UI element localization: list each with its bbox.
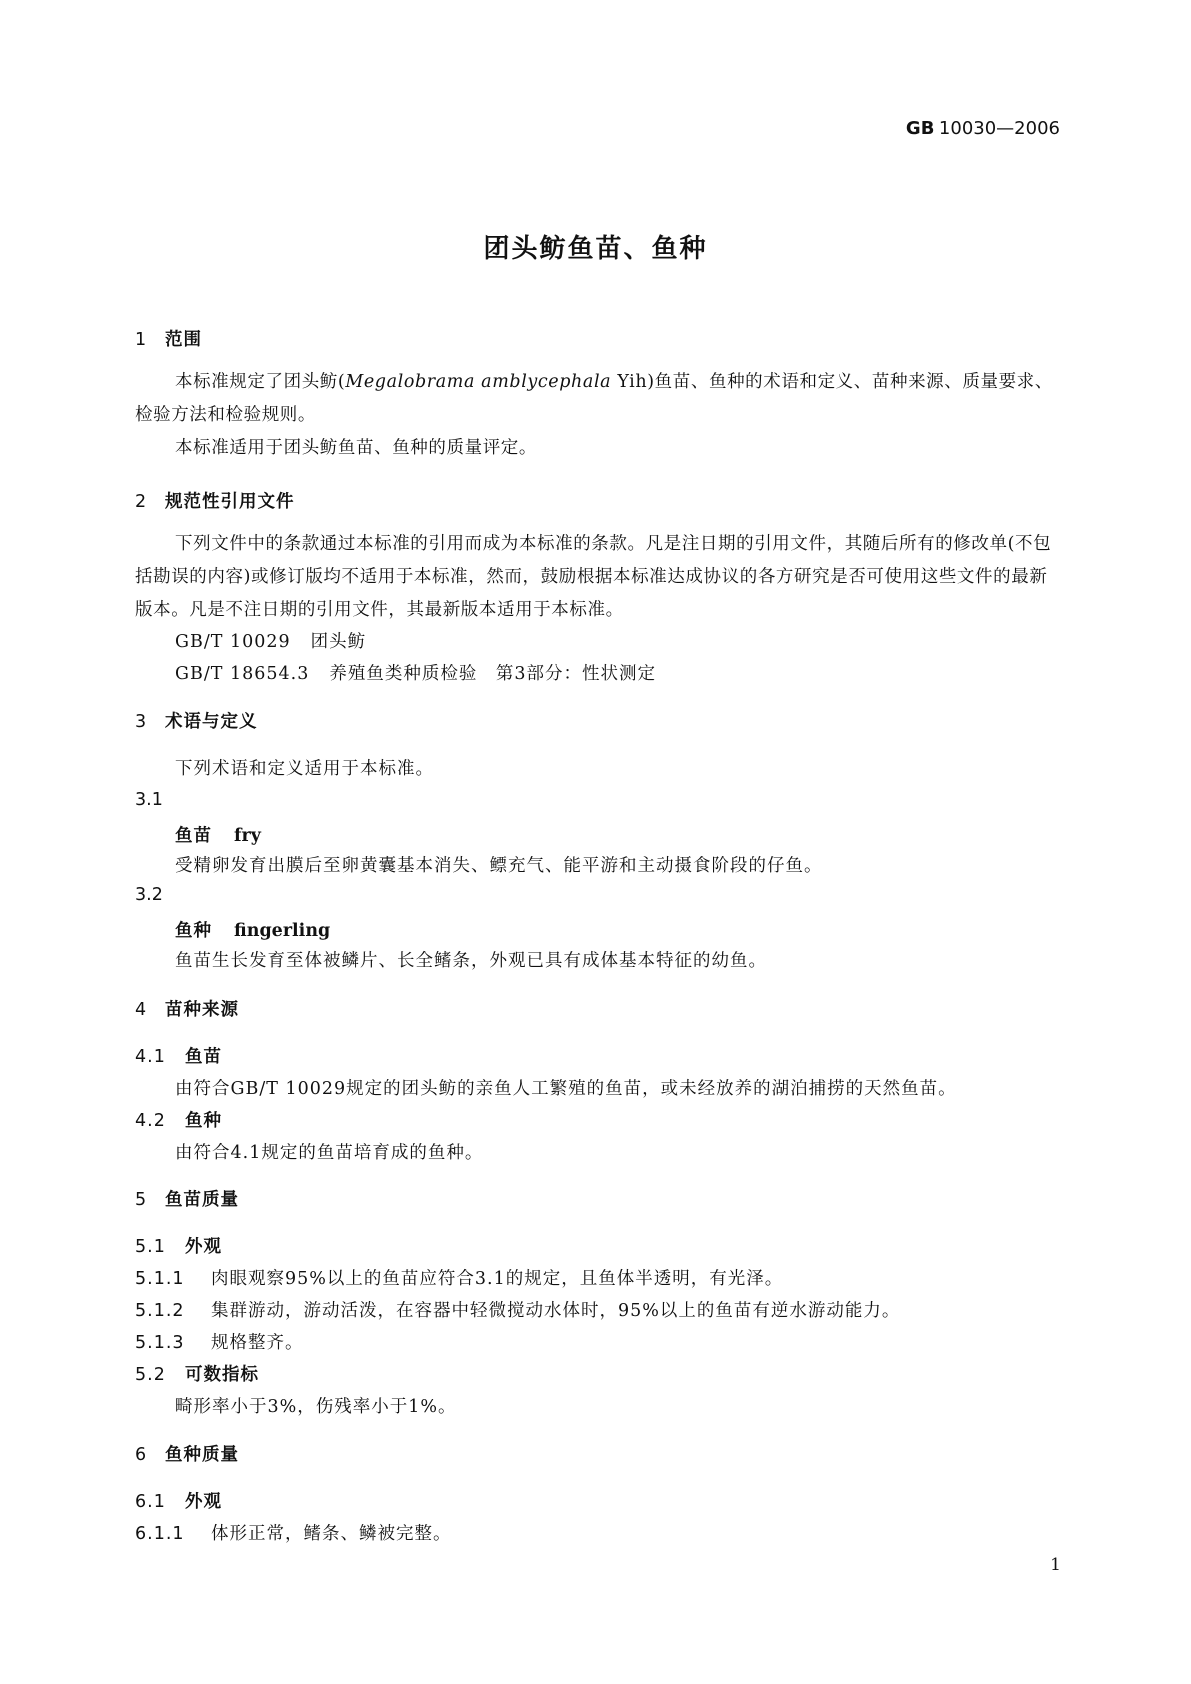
standard-code-number: 10030—2006 (938, 118, 1060, 139)
section-4-1-number: 4.1 (135, 1047, 166, 1067)
term-3-2-zh: 鱼种 (175, 921, 212, 941)
section-3-number: 3 (135, 712, 148, 732)
section-5-2-text: 畸形率小于3%，伤残率小于1%。 (175, 1397, 457, 1417)
clause-6-1-1 (135, 1520, 452, 1545)
normative-reference-1 (175, 628, 366, 653)
section-5-number: 5 (135, 1190, 148, 1210)
section-5-2-title: 可数指标 (185, 1365, 259, 1385)
section-4-2-title: 鱼种 (185, 1111, 222, 1131)
section-3-paragraph-1: 下列术语和定义适用于本标准。 (175, 759, 434, 779)
section-4-number: 4 (135, 1000, 148, 1020)
section-4-heading (135, 996, 239, 1021)
section-3-title: 术语与定义 (165, 712, 258, 732)
section-5-heading (135, 1186, 239, 1211)
clause-number: 5.1.2 (135, 1301, 185, 1321)
reference-code: GB/T 10029 (175, 632, 291, 652)
section-2-heading (135, 488, 295, 513)
section-6-1-heading (135, 1488, 222, 1513)
section-1-heading (135, 326, 202, 351)
term-3-2-heading (175, 917, 330, 942)
standard-code (906, 118, 1060, 139)
section-6-1-title: 外观 (185, 1492, 222, 1512)
term-3-1-en: fry (234, 826, 261, 846)
term-3-1-number: 3.1 (135, 790, 163, 810)
standard-code-prefix: GB (905, 118, 935, 139)
section-4-1-heading (135, 1043, 222, 1068)
section-5-1-heading (135, 1233, 222, 1258)
term-3-2-en: fingerling (234, 921, 331, 941)
section-3-heading (135, 708, 258, 733)
clause-text: 肉眼观察95%以上的鱼苗应符合3.1的规定，且鱼体半透明，有光泽。 (211, 1269, 784, 1289)
clause-5-1-3 (135, 1329, 304, 1354)
term-3-2-number: 3.2 (135, 885, 163, 905)
section-4-1-title: 鱼苗 (185, 1047, 222, 1067)
page-number: 1 (1050, 1555, 1061, 1575)
clause-5-1-2 (135, 1297, 900, 1322)
document-title: 团头鲂鱼苗、鱼种 (483, 234, 708, 264)
normative-reference-2 (175, 660, 656, 685)
section-4-title: 苗种来源 (165, 1000, 239, 1020)
reference-code: GB/T 18654.3 (175, 664, 310, 684)
section-5-2-heading (135, 1361, 259, 1386)
clause-text: 集群游动，游动活泼，在容器中轻微搅动水体时，95%以上的鱼苗有逆水游动能力。 (211, 1301, 901, 1321)
term-3-1-definition: 受精卵发育出膜后至卵黄囊基本消失、鳔充气、能平游和主动摄食阶段的仔鱼。 (175, 856, 823, 876)
section-6-1-number: 6.1 (135, 1492, 166, 1512)
term-3-1-zh: 鱼苗 (175, 826, 212, 846)
section-1-number: 1 (135, 330, 148, 350)
section-4-2-text: 由符合4.1规定的鱼苗培育成的鱼种。 (175, 1143, 484, 1163)
section-2-paragraph-1: 下列文件中的条款通过本标准的引用而成为本标准的条款。凡是注日期的引用文件，其随后所有的修改单(不包括勘误的内容)或修订版均不适用于本标准，然而，鼓励根据本标准达成协议的各方研究是否可使用这些文件的最新版本。凡是不注日期的引用文件，其最新版本适用于本标准。 (135, 534, 1052, 620)
term-3-1-heading (175, 822, 261, 847)
term-3-2-definition: 鱼苗生长发育至体被鳞片、长全鳍条，外观已具有成体基本特征的幼鱼。 (175, 951, 767, 971)
section-5-1-number: 5.1 (135, 1237, 166, 1257)
species-latin-name: Megalobrama amblycephala (345, 372, 612, 392)
section-1-paragraph-1 (135, 366, 1060, 432)
section-5-title: 鱼苗质量 (165, 1190, 239, 1210)
clause-text: 体形正常，鳍条、鳞被完整。 (211, 1524, 452, 1544)
reference-name: 团头鲂 (310, 632, 367, 652)
clause-text: 规格整齐。 (211, 1333, 304, 1353)
section-2-number: 2 (135, 492, 148, 512)
section-6-heading (135, 1441, 239, 1466)
clause-5-1-1 (135, 1265, 783, 1290)
section-4-2-number: 4.2 (135, 1111, 166, 1131)
clause-number: 6.1.1 (135, 1524, 185, 1544)
section-2-title: 规范性引用文件 (165, 492, 295, 512)
clause-number: 5.1.3 (135, 1333, 185, 1353)
section-6-title: 鱼种质量 (165, 1445, 239, 1465)
section-1-paragraph-2: 本标准适用于团头鲂鱼苗、鱼种的质量评定。 (175, 438, 537, 458)
section-6-number: 6 (135, 1445, 148, 1465)
section-4-2-heading (135, 1107, 222, 1132)
reference-name: 养殖鱼类种质检验 第3部分：性状测定 (329, 664, 656, 684)
clause-number: 5.1.1 (135, 1269, 185, 1289)
section-5-2-number: 5.2 (135, 1365, 166, 1385)
section-1-p1-text-b: Yih)鱼苗、鱼种的术语和定义、苗种来源、质量要求、检验方法和检验规则。 (135, 372, 1053, 425)
section-4-1-text: 由符合GB/T 10029规定的团头鲂的亲鱼人工繁殖的鱼苗，或未经放养的湖泊捕捞的天然鱼苗。 (175, 1079, 957, 1099)
section-1-title: 范围 (165, 330, 202, 350)
section-5-1-title: 外观 (185, 1237, 222, 1257)
section-1-p1-text-a: 本标准规定了团头鲂( (175, 372, 346, 392)
